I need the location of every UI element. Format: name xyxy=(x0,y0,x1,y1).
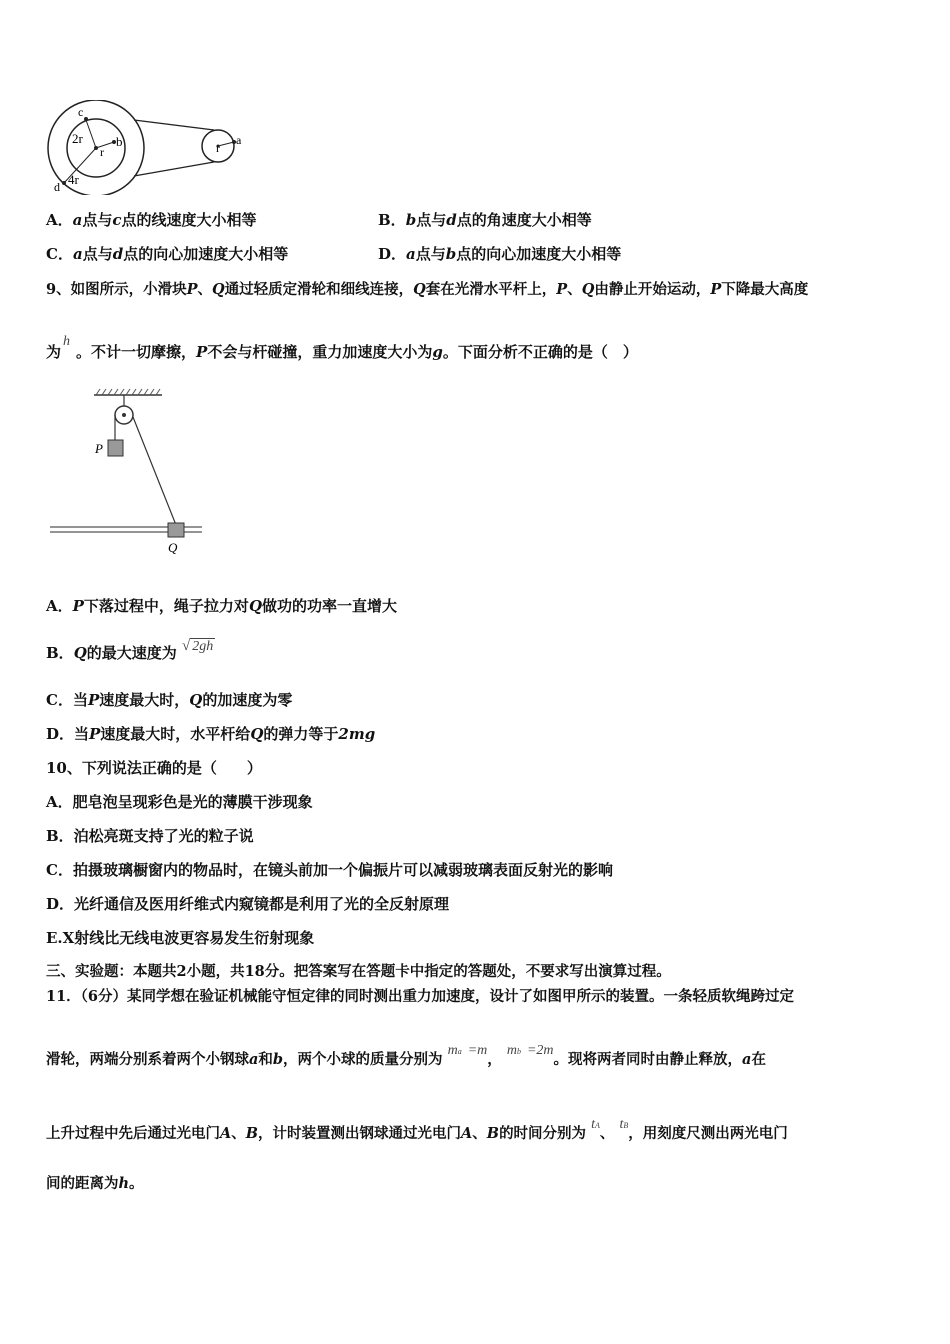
q9-stem-line1: 9、如图所示，小滑块P、Q通过轻质定滑轮和细线连接，Q套在光滑水平杆上，P、Q由静止开始运动，P下降最大高度 xyxy=(46,281,809,298)
label-a: a xyxy=(236,133,242,147)
q9-option-a: A．P下落过程中，绳子拉力对Q做功的功率一直增大 xyxy=(46,597,398,615)
label-2r: 2r xyxy=(72,131,83,146)
q9-option-b: B．Q的最大速度为 √ 2gh xyxy=(46,643,215,665)
q10-option-e: E.X射线比无线电波更容易发生衍射现象 xyxy=(46,929,315,947)
pulley-axle xyxy=(122,413,126,417)
belt-top xyxy=(134,120,214,130)
label-4r: 4r xyxy=(68,172,79,187)
radius-to-a xyxy=(218,142,234,146)
q11-line1: 11．（6分）某同学想在验证机械能守恒定律的同时测出重力加速度，设计了如图甲所示的装置。一条轻质软绳跨过定 xyxy=(46,988,795,1005)
q11-line2: 滑轮，两端分别系着两个小钢球a和b，两个小球的质量分别为 ma =m， mb =2m。现将两者同时由静止释放，a在 xyxy=(46,1043,766,1068)
q9-option-d: D．当P速度最大时，水平杆给Q的弹力等于2mg xyxy=(46,725,376,743)
point-c xyxy=(84,117,88,121)
q9-option-c: C．当P速度最大时，Q的加速度为零 xyxy=(46,691,293,709)
mass-b-formula: mb =2m xyxy=(506,1043,554,1058)
center-point xyxy=(94,146,98,150)
block-p xyxy=(108,440,123,456)
label-b: b xyxy=(116,134,123,149)
q8-option-d: D．a点与b点的向心加速度大小相等 xyxy=(378,245,622,263)
q10-option-c: C．拍摄玻璃橱窗内的物品时，在镜头前加一个偏振片可以减弱玻璃表面反射光的影响 xyxy=(46,861,613,879)
mass-a-formula: ma =m xyxy=(447,1043,488,1058)
wheel-belt-figure xyxy=(46,100,256,195)
label-d: d xyxy=(54,180,60,194)
q9-stem-line2: 为h。不计一切摩擦，P不会与杆碰撞，重力加速度大小为g。下面分析不正确的是（ ） xyxy=(46,334,638,361)
belt-bottom xyxy=(134,162,214,176)
q10-stem: 10、下列说法正确的是（ ） xyxy=(46,759,262,777)
radius-to-b xyxy=(96,142,114,148)
q11-line4: 间的距离为h。 xyxy=(46,1175,144,1192)
label-p: P xyxy=(95,441,103,456)
pulley-slider-figure xyxy=(46,385,211,560)
section3-heading: 三、实验题：本题共2小题，共18分。把答案写在答题卡中指定的答题处，不要求写出演算过程。 xyxy=(46,963,671,980)
q10-option-b: B．泊松亮斑支持了光的粒子说 xyxy=(46,827,254,845)
q11-line3: 上升过程中先后通过光电门A、B，计时装置测出钢球通过光电门A、B的时间分别为 tA、 tB，用刻度尺测出两光电门 xyxy=(46,1117,788,1142)
block-q xyxy=(168,523,184,537)
radius-to-c xyxy=(86,120,96,148)
q8-option-a: A．a点与c点的线速度大小相等 xyxy=(46,211,257,229)
time-a-formula: tA xyxy=(591,1117,600,1132)
time-b-formula: tB xyxy=(619,1117,629,1132)
ceiling-hatch xyxy=(96,389,160,395)
q10-option-a: A．肥皂泡呈现彩色是光的薄膜干涉现象 xyxy=(46,793,313,811)
q10-option-d: D．光纤通信及医用纤维式内窥镜都是利用了光的全反射原理 xyxy=(46,895,450,913)
q8-option-b: B．b点与d点的角速度大小相等 xyxy=(378,211,592,229)
point-d xyxy=(62,181,66,185)
label-r-center: r xyxy=(100,145,104,159)
sqrt-formula: √ 2gh xyxy=(182,638,214,654)
rope-to-q xyxy=(133,417,176,525)
label-q: Q xyxy=(168,540,178,555)
label-c: c xyxy=(78,105,84,119)
label-r-small: r xyxy=(216,141,220,155)
q8-option-c: C．a点与d点的向心加速度大小相等 xyxy=(46,245,289,263)
